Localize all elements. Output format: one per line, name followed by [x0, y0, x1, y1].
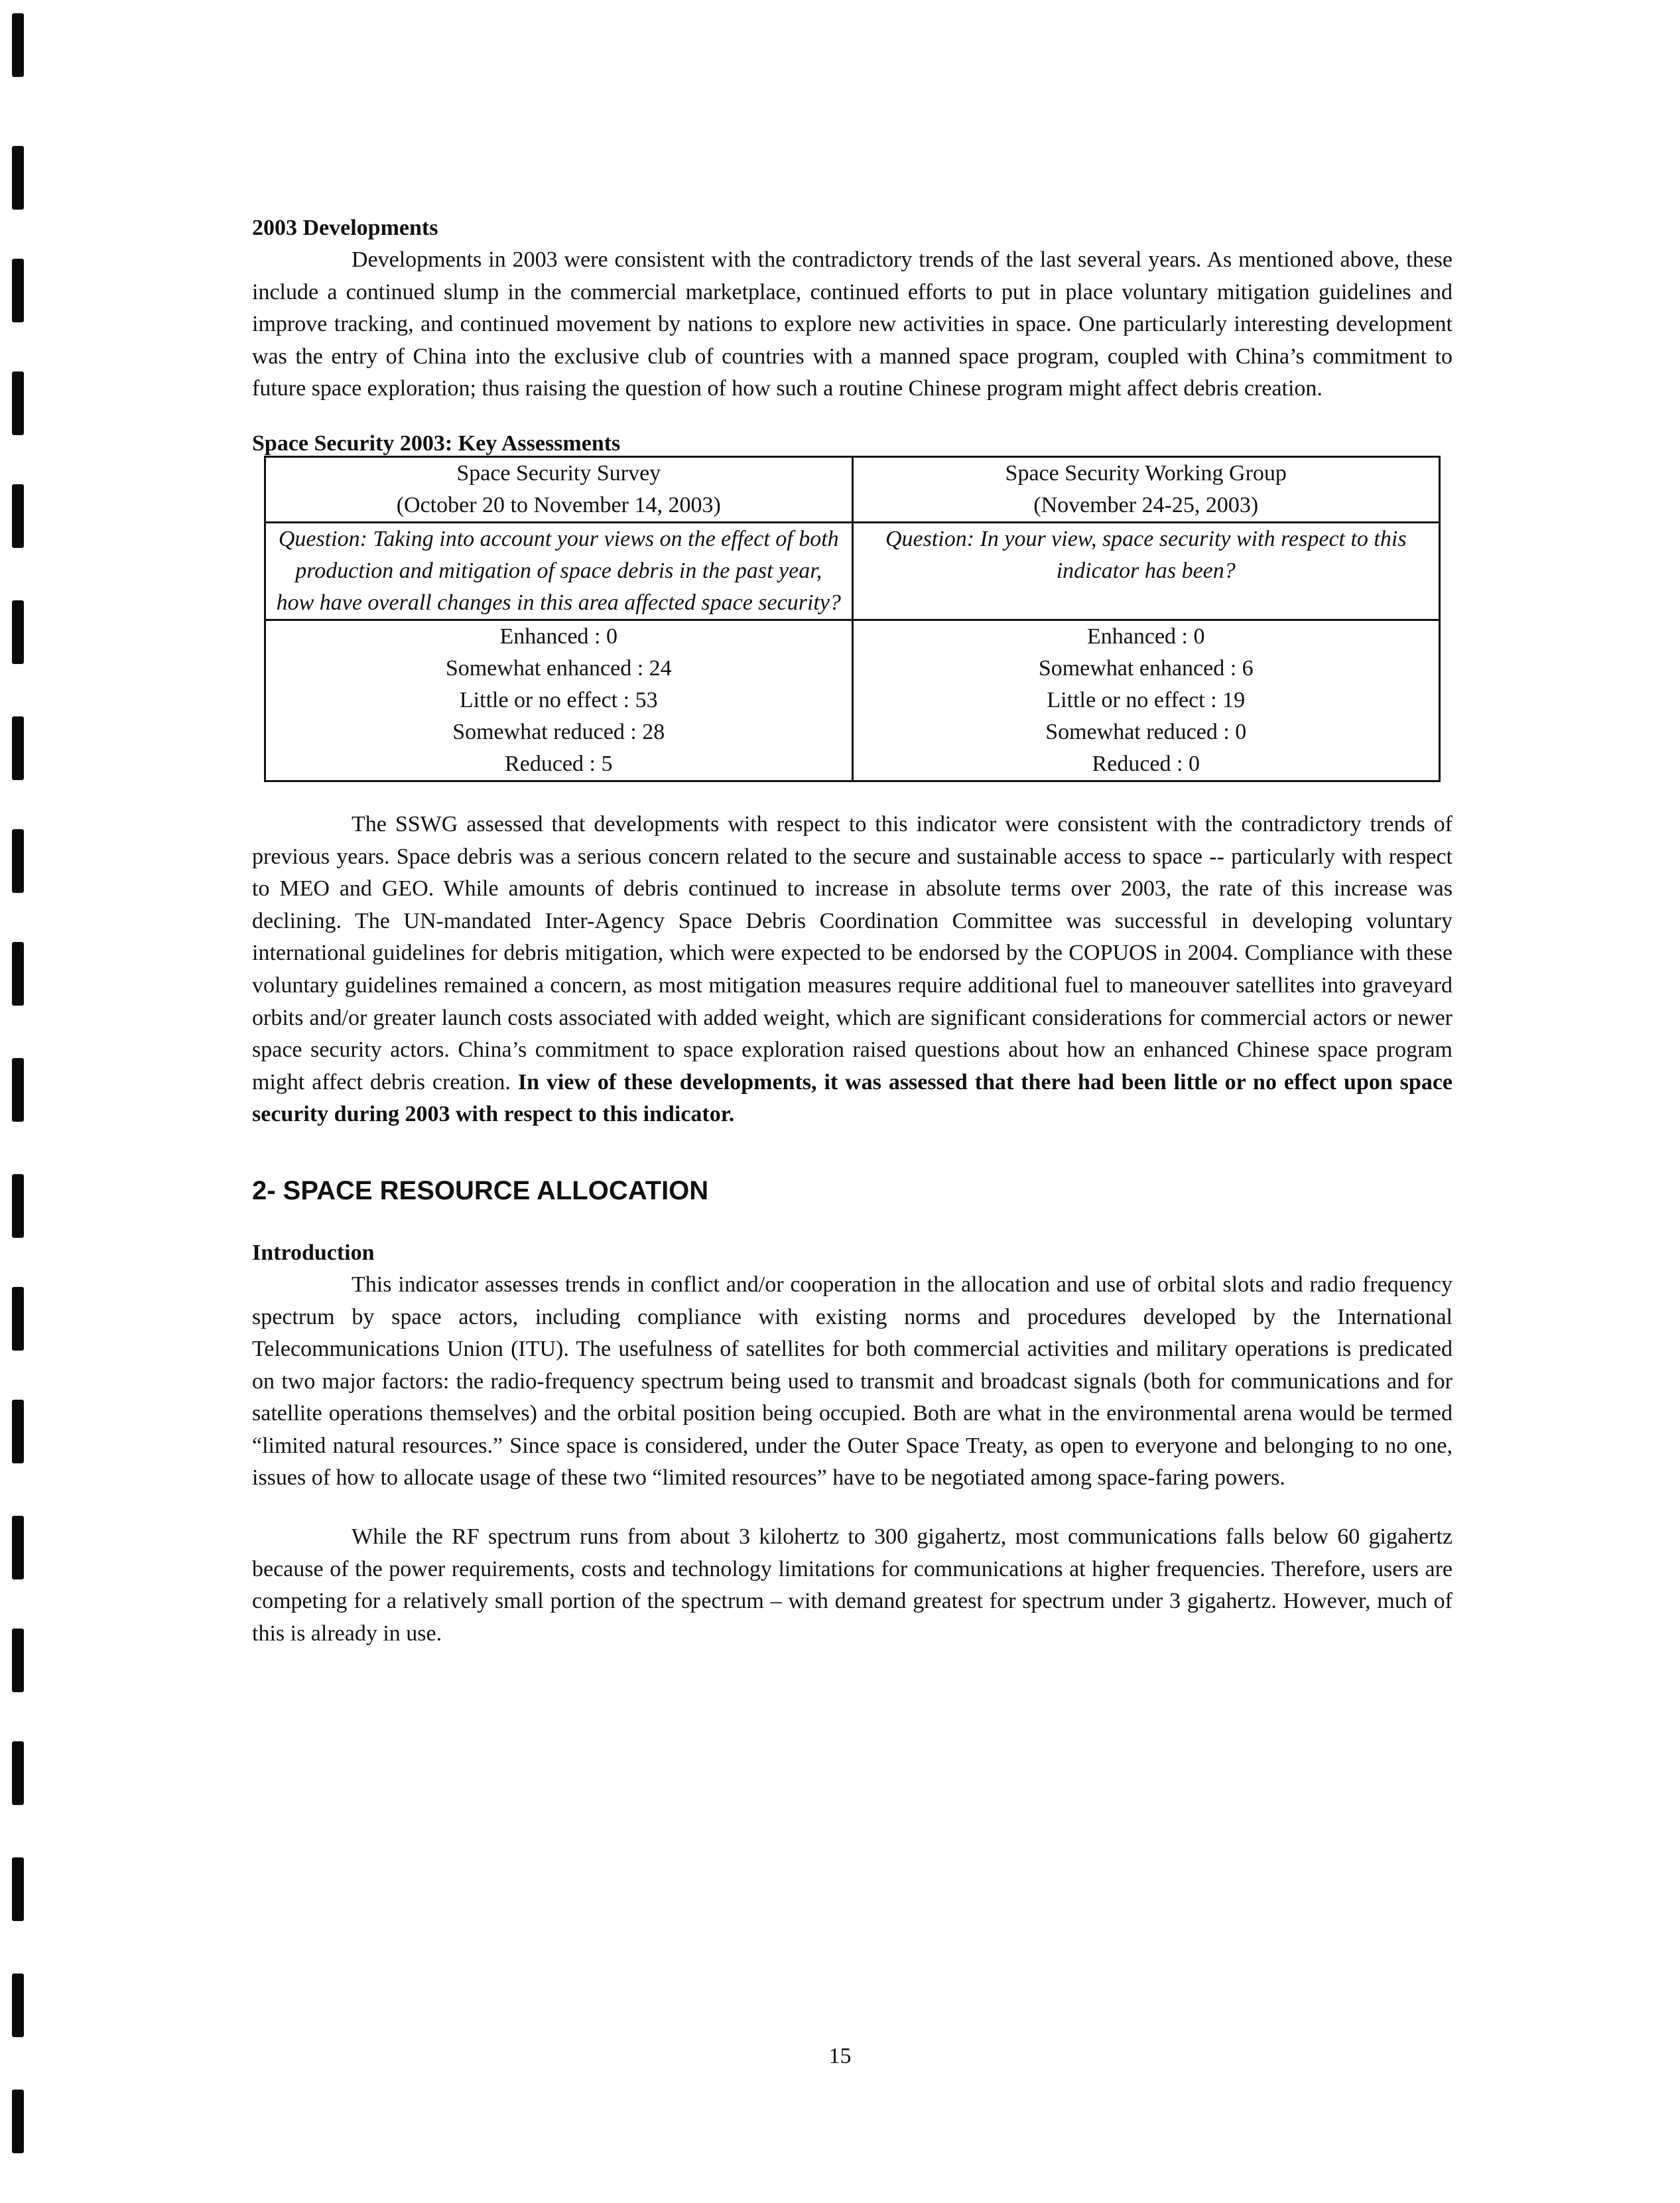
assessment-table	[264, 456, 1441, 782]
binder-mark	[12, 1857, 24, 1921]
working-group-header-title: Space Security Working Group	[1005, 460, 1287, 486]
binder-mark	[12, 259, 24, 322]
binder-mark	[12, 1973, 24, 2037]
binder-mark	[12, 600, 24, 664]
working-group-result-item: Somewhat enhanced : 6	[1038, 655, 1254, 681]
introduction-heading: Introduction	[252, 1240, 375, 1265]
resource-allocation-heading: 2- SPACE RESOURCE ALLOCATION	[252, 1175, 709, 1205]
working-group-result-item: Little or no effect : 19	[1047, 687, 1246, 712]
working-group-question: Question: In your view, space security with respect to this indicator has been?	[852, 522, 1440, 620]
binder-mark	[12, 1629, 24, 1692]
survey-result-item: Somewhat enhanced : 24	[445, 655, 672, 681]
working-group-result-item: Somewhat reduced : 0	[1045, 719, 1247, 744]
assessment-table-title: Space Security 2003: Key Assessments	[252, 431, 621, 456]
survey-result-item: Little or no effect : 53	[459, 687, 658, 712]
working-group-header-dates: (November 24-25, 2003)	[1033, 492, 1259, 517]
binder-mark	[12, 1516, 24, 1579]
developments-paragraph: Developments in 2003 were consistent with the contradictory trends of the last several years. As mentioned above, these include a continued slump in the commercial marketplace, continued efforts to put in place voluntary mitigation guidelines and improve tracking, and continued movement by nations to explore new activities in space. One particularly interesting development was the entry of China into the exclusive club of countries with a manned space program, coupled with China’s commitment to future space exploration; thus raising the question of how such a routine Chinese program might affect debris creation.	[252, 247, 1453, 401]
binder-mark	[12, 2090, 24, 2153]
page-content	[252, 212, 1453, 1650]
survey-header-dates: (October 20 to November 14, 2003)	[396, 492, 721, 517]
binder-mark	[12, 371, 24, 435]
survey-result-item: Reduced : 5	[505, 751, 613, 776]
binder-mark	[12, 146, 24, 210]
survey-header-cell	[265, 456, 853, 522]
working-group-result-item: Reduced : 0	[1092, 751, 1200, 776]
binder-mark	[12, 716, 24, 780]
sswg-assessment-paragraph	[252, 809, 1453, 1131]
spectrum-paragraph: While the RF spectrum runs from about 3 kilohertz to 300 gigahertz, most communications falls below 60 gigahertz because of the power requirements, costs and technology limitations for communications at higher frequencies. Therefore, users are competing for a relatively small portion of the spectrum – with demand greatest for spectrum under 3 gigahertz. However, much of this is already in use.	[252, 1524, 1453, 1646]
binder-mark	[12, 1174, 24, 1238]
working-group-results-cell	[852, 620, 1440, 781]
binder-mark	[12, 942, 24, 1006]
sswg-assessment-conclusion: In view of these developments, it was assessed that there had been little or no effect upon space security during 2003 with respect to this indicator.	[252, 1069, 1453, 1127]
survey-header-title: Space Security Survey	[456, 460, 661, 486]
table-question-row	[265, 522, 1440, 620]
survey-results-cell	[265, 620, 853, 781]
developments-heading: 2003 Developments	[252, 216, 438, 240]
working-group-result-item: Enhanced : 0	[1087, 624, 1205, 649]
working-group-header-cell	[852, 456, 1440, 522]
table-results-row	[265, 620, 1440, 781]
sswg-assessment-text: The SSWG assessed that developments with respect to this indicator were consistent with the contradictory trends of previous years. Space debris was a serious concern related to the secure and sustainable access to space -- particularly with respect to MEO and GEO. While amounts of debris continued to increase in absolute terms over 2003, the rate of this increase was declining. The UN-mandated Inter-Agency Space Debris Coordination Committee was successful in developing voluntary international guidelines for debris mitigation, which were expected to be endorsed by the COPUOS in 2004. Compliance with these voluntary guidelines remained a concern, as most mitigation measures require additional fuel to maneouver satellites into graveyard orbits and/or greater launch costs associated with added weight, which are significant considerations for commercial actors or newer space security actors. China’s commitment to space exploration raised questions about how an enhanced Chinese space program might affect debris creation.	[252, 811, 1453, 1095]
table-header-row	[265, 456, 1440, 522]
binder-mark	[12, 1058, 24, 1122]
page-number: 15	[828, 2044, 852, 2068]
survey-result-item: Somewhat reduced : 28	[452, 719, 665, 744]
binder-mark	[12, 1400, 24, 1463]
survey-result-item: Enhanced : 0	[499, 624, 617, 649]
binder-mark	[12, 13, 24, 77]
binder-mark	[12, 1287, 24, 1351]
survey-question: Question: Taking into account your views on the effect of both production and mitigation of space debris in the past year, how have overall changes in this area affected space security?	[265, 522, 853, 620]
binder-mark	[12, 1741, 24, 1805]
introduction-paragraph: This indicator assesses trends in conflict and/or cooperation in the allocation and use of orbital slots and radio frequency spectrum by space actors, including compliance with existing norms and procedures developed by the International Telecommunications Union (ITU). The usefulness of satellites for both commercial activities and military operations is predicated on two major factors: the radio-frequency spectrum being used to transmit and broadcast signals (both for communications and for satellite operations themselves) and the orbital position being occupied. Both are what in the environmental arena would be termed “limited natural resources.” Since space is considered, under the Outer Space Treaty, as open to everyone and belonging to no one, issues of how to allocate usage of these two “limited resources” have to be negotiated among space-faring powers.	[252, 1272, 1453, 1491]
binder-mark	[12, 829, 24, 893]
binder-mark	[12, 484, 24, 548]
